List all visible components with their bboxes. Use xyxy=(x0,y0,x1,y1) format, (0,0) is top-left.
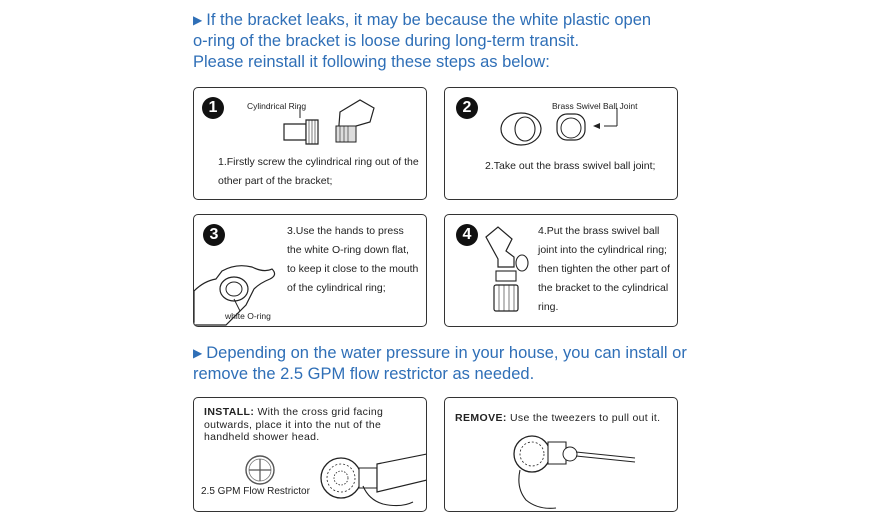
step-text: then tighten the other part of xyxy=(538,263,670,275)
heading-line: Please reinstall it following these steps as below: xyxy=(193,53,550,71)
step-text: 3.Use the hands to press xyxy=(287,225,404,237)
step-text: the bracket to the cylindrical xyxy=(538,282,669,294)
step-number-badge: 2 xyxy=(456,97,478,119)
brass-swivel-label: Brass Swivel Ball Joint xyxy=(552,101,638,111)
shower-head-install-illustration xyxy=(319,438,427,512)
step-text: to keep it close to the mouth xyxy=(287,263,419,275)
heading-flow-restrictor xyxy=(193,343,687,385)
heading-bracket-leak xyxy=(193,10,651,73)
heading-line: ▶ If the bracket leaks, it may be because the white plastic open xyxy=(193,11,652,29)
cylindrical-ring-illustration xyxy=(278,98,388,148)
step-number-badge: 3 xyxy=(203,224,225,246)
step-2-panel xyxy=(444,87,678,200)
white-oring-label: white O-ring xyxy=(225,311,271,321)
install-instructions: INSTALL: With the cross grid facing outwards, place it into the nut of the handheld shower head. xyxy=(204,406,384,443)
step-3-panel xyxy=(193,214,427,327)
remove-panel xyxy=(444,397,678,512)
step-text: 1.Firstly screw the cylindrical ring out of the xyxy=(218,156,419,168)
bullet-triangle-icon: ▶ xyxy=(193,346,203,360)
install-title: INSTALL: xyxy=(204,406,255,418)
step-text: the white O-ring down flat, xyxy=(287,244,409,256)
bullet-triangle-icon: ▶ xyxy=(193,13,203,27)
step-text: 4.Put the brass swivel ball xyxy=(538,225,660,237)
remove-title: REMOVE: xyxy=(455,412,507,424)
step-text: other part of the bracket; xyxy=(218,175,333,187)
flow-restrictor-icon xyxy=(243,453,277,487)
step-text: of the cylindrical ring; xyxy=(287,282,386,294)
shower-head-remove-illustration xyxy=(510,430,640,510)
reassembly-illustration xyxy=(482,223,542,318)
brass-swivel-illustration xyxy=(497,108,657,158)
step-number-badge: 4 xyxy=(456,224,478,246)
step-4-panel xyxy=(444,214,678,327)
heading-line: o-ring of the bracket is loose during long-term transit. xyxy=(193,32,580,50)
step-text: 2.Take out the brass swivel ball joint; xyxy=(485,160,656,172)
flow-restrictor-label: 2.5 GPM Flow Restrictor xyxy=(201,486,310,497)
heading-line: ▶ Depending on the water pressure in your house, you can install or xyxy=(193,344,687,362)
heading-line: remove the 2.5 GPM flow restrictor as needed. xyxy=(193,365,535,383)
step-1-panel xyxy=(193,87,427,200)
install-panel xyxy=(193,397,427,512)
step-number-badge: 1 xyxy=(202,97,224,119)
step-text: ring. xyxy=(538,301,559,313)
step-text: joint into the cylindrical ring; xyxy=(538,244,667,256)
remove-instructions: REMOVE: Use the tweezers to pull out it. xyxy=(455,412,661,424)
cylindrical-ring-label: Cylindrical Ring xyxy=(247,101,307,111)
